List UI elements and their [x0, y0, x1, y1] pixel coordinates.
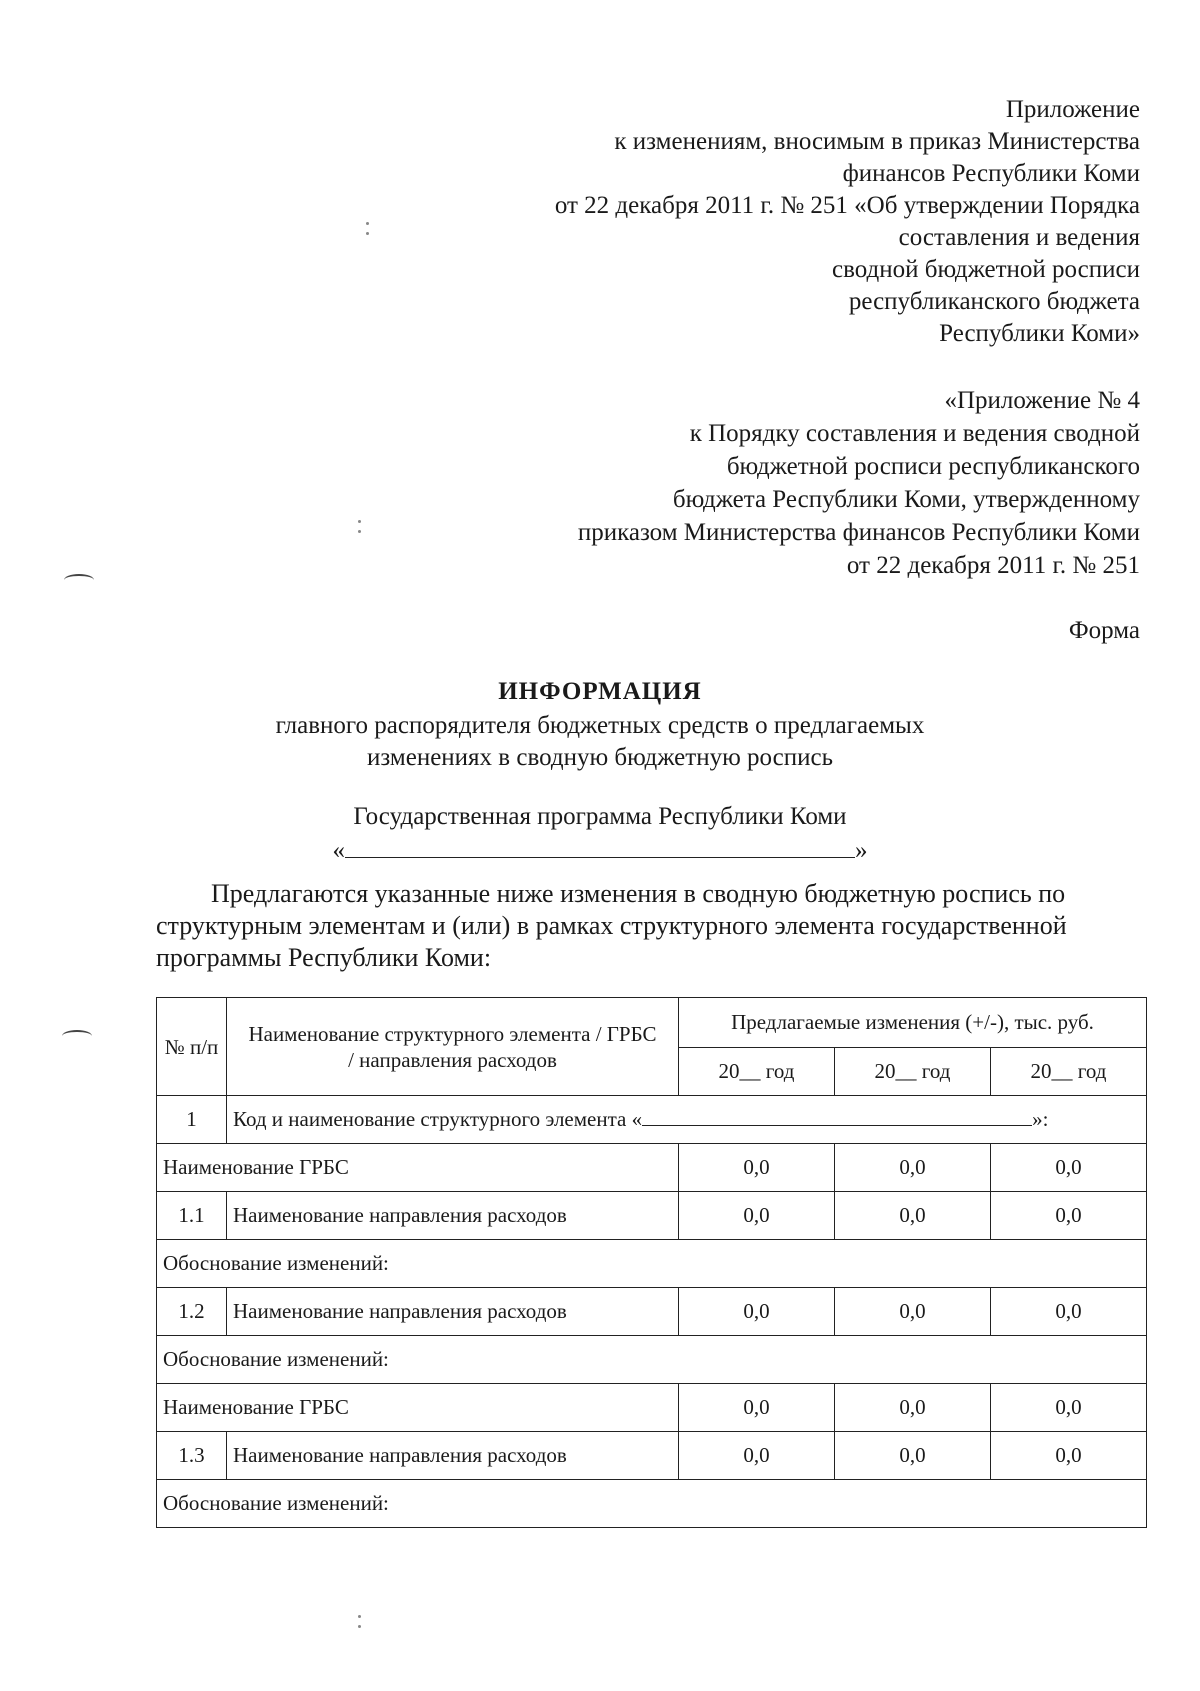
- value-cell: 0,0: [835, 1288, 991, 1336]
- form-label: Форма: [1068, 617, 1140, 644]
- value-cell: 0,0: [991, 1192, 1147, 1240]
- value-cell: 0,0: [835, 1432, 991, 1480]
- value-cell: 0,0: [991, 1144, 1147, 1192]
- header-name: Наименование структурного элемента / ГРБС / направления расходов: [227, 998, 679, 1096]
- element-name-blank: [642, 1125, 1032, 1126]
- table-row: [157, 1480, 1147, 1528]
- header-line: финансов Республики Коми: [842, 160, 1140, 187]
- header-changes: Предлагаемые изменения (+/-), тыс. руб.: [679, 998, 1147, 1048]
- header-line: сводной бюджетной росписи: [831, 256, 1140, 283]
- header-line: к изменениям, вносимым в приказ Министерства: [614, 128, 1140, 155]
- table-row: [157, 1288, 1147, 1336]
- header-line: от 22 декабря 2011 г. № 251 «Об утверждении Порядка: [554, 192, 1140, 219]
- table-row: [157, 1432, 1147, 1480]
- value-cell: 0,0: [679, 1192, 835, 1240]
- paragraph-line: программы Республики Коми:: [156, 943, 492, 972]
- expense-label: Наименование направления расходов: [227, 1288, 679, 1336]
- justification-label: Обоснование изменений:: [157, 1336, 1147, 1384]
- scan-speck: [358, 1615, 361, 1618]
- table-row: [157, 1336, 1147, 1384]
- expense-label: Наименование направления расходов: [227, 1192, 679, 1240]
- element-end: »:: [1032, 1107, 1049, 1131]
- program-line: Государственная программа Республики Коми: [353, 803, 847, 830]
- paragraph-line: структурным элементам и (или) в рамках структурного элемента государственной: [156, 911, 1067, 940]
- expense-label: Наименование направления расходов: [227, 1432, 679, 1480]
- table-header-row: [157, 998, 1147, 1048]
- header-year: 20__ год: [835, 1048, 991, 1096]
- grbs-label: Наименование ГРБС: [157, 1144, 679, 1192]
- program-name-blank: [345, 857, 855, 858]
- appendix-line: от 22 декабря 2011 г. № 251: [846, 552, 1140, 579]
- value-cell: 0,0: [991, 1432, 1147, 1480]
- scan-mark: [64, 574, 94, 586]
- table-row: [157, 1192, 1147, 1240]
- program-name-field: [0, 835, 1200, 867]
- appendix-line: бюджета Республики Коми, утвержденному: [672, 486, 1140, 513]
- value-cell: 0,0: [991, 1384, 1147, 1432]
- element-cell: [227, 1096, 1147, 1144]
- scan-speck: [366, 232, 369, 235]
- appendix-line: приказом Министерства финансов Республики Коми: [577, 519, 1140, 546]
- open-quote: «: [332, 837, 345, 864]
- changes-table: [156, 997, 1147, 1528]
- value-cell: 0,0: [679, 1144, 835, 1192]
- element-label: Код и наименование структурного элемента «: [233, 1107, 643, 1131]
- table-row: [157, 1144, 1147, 1192]
- header-year: 20__ год: [991, 1048, 1147, 1096]
- header-line: Республики Коми»: [939, 320, 1140, 347]
- document-title: ИНФОРМАЦИЯ: [498, 678, 702, 705]
- row-num: 1: [157, 1096, 227, 1144]
- table-row: [157, 1384, 1147, 1432]
- close-quote: »: [855, 837, 868, 864]
- grbs-label: Наименование ГРБС: [157, 1384, 679, 1432]
- header-year: 20__ год: [679, 1048, 835, 1096]
- header-num: № п/п: [157, 998, 227, 1096]
- scan-speck: [358, 520, 361, 523]
- value-cell: 0,0: [991, 1288, 1147, 1336]
- header-line: Приложение: [1005, 96, 1140, 123]
- value-cell: 0,0: [835, 1144, 991, 1192]
- value-cell: 0,0: [835, 1192, 991, 1240]
- appendix-line: бюджетной росписи республиканского: [726, 453, 1140, 480]
- row-num: 1.3: [157, 1432, 227, 1480]
- value-cell: 0,0: [679, 1288, 835, 1336]
- row-num: 1.2: [157, 1288, 227, 1336]
- scan-speck: [366, 222, 369, 225]
- justification-label: Обоснование изменений:: [157, 1240, 1147, 1288]
- value-cell: 0,0: [679, 1384, 835, 1432]
- scan-speck: [358, 1625, 361, 1628]
- appendix-line: к Порядку составления и ведения сводной: [689, 420, 1140, 447]
- subtitle-line: главного распорядителя бюджетных средств о предлагаемых: [275, 712, 925, 739]
- subtitle-line: изменениях в сводную бюджетную роспись: [367, 744, 833, 771]
- row-num: 1.1: [157, 1192, 227, 1240]
- appendix-line: «Приложение № 4: [944, 387, 1140, 414]
- table-row-element: [157, 1096, 1147, 1144]
- value-cell: 0,0: [679, 1432, 835, 1480]
- value-cell: 0,0: [835, 1384, 991, 1432]
- header-line: составления и ведения: [898, 224, 1140, 251]
- scan-speck: [358, 530, 361, 533]
- scan-mark: [62, 1030, 92, 1042]
- paragraph-line: Предлагаются указанные ниже изменения в сводную бюджетную роспись по: [211, 879, 1066, 908]
- header-line: республиканского бюджета: [848, 288, 1140, 315]
- table-row: [157, 1240, 1147, 1288]
- justification-label: Обоснование изменений:: [157, 1480, 1147, 1528]
